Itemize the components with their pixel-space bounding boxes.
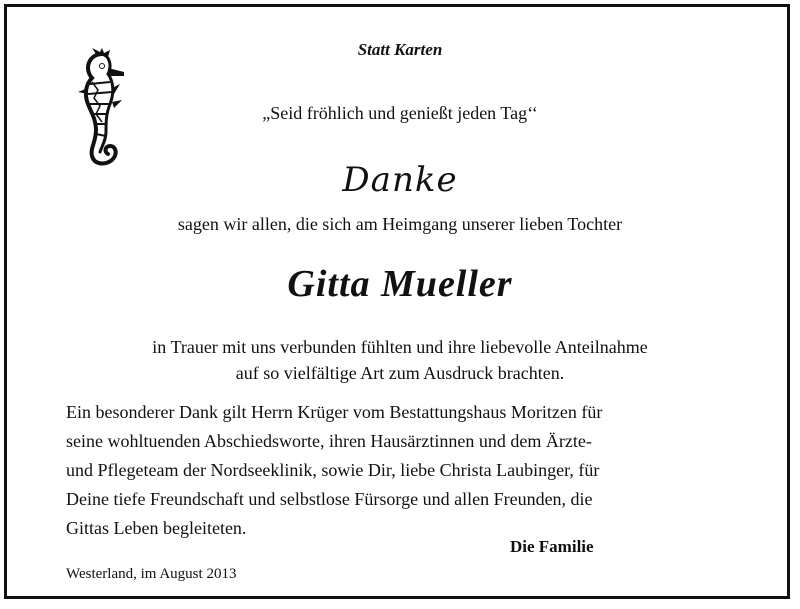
special-thanks-line: Gittas Leben begleiteten. [66,518,247,538]
special-thanks-paragraph [66,398,726,543]
mourning-paragraph [0,334,800,386]
intro-line: sagen wir allen, die sich am Heimgang unserer lieben Tochter [177,214,623,234]
family-signature: Die Familie [510,537,594,556]
danke-heading: Danke [342,160,458,200]
mourning-line: in Trauer mit uns verbunden fühlten und ihre liebevolle Anteilnahme [152,337,648,357]
special-thanks-line: seine wohltuenden Abschiedsworte, ihren Hausärztinnen und dem Ärzte- [66,431,592,451]
special-thanks-line: Ein besonderer Dank gilt Herrn Krüger vom Bestattungshaus Moritzen für [66,402,603,422]
special-thanks-line: Deine tiefe Freundschaft und selbstlose Fürsorge und allen Freunden, die [66,489,593,509]
special-thanks-line: und Pflegeteam der Nordseeklinik, sowie Dir, liebe Christa Laubinger, für [66,460,600,480]
deceased-name: Gitta Mueller [287,263,513,305]
statt-karten-heading: Statt Karten [357,40,443,59]
place-and-date: Westerland, im August 2013 [66,566,237,582]
motto-quote: „Seid fröhlich und genießt jeden Tag‘‘ [262,103,538,123]
mourning-line: auf so vielfältige Art zum Ausdruck brachten. [235,363,565,383]
